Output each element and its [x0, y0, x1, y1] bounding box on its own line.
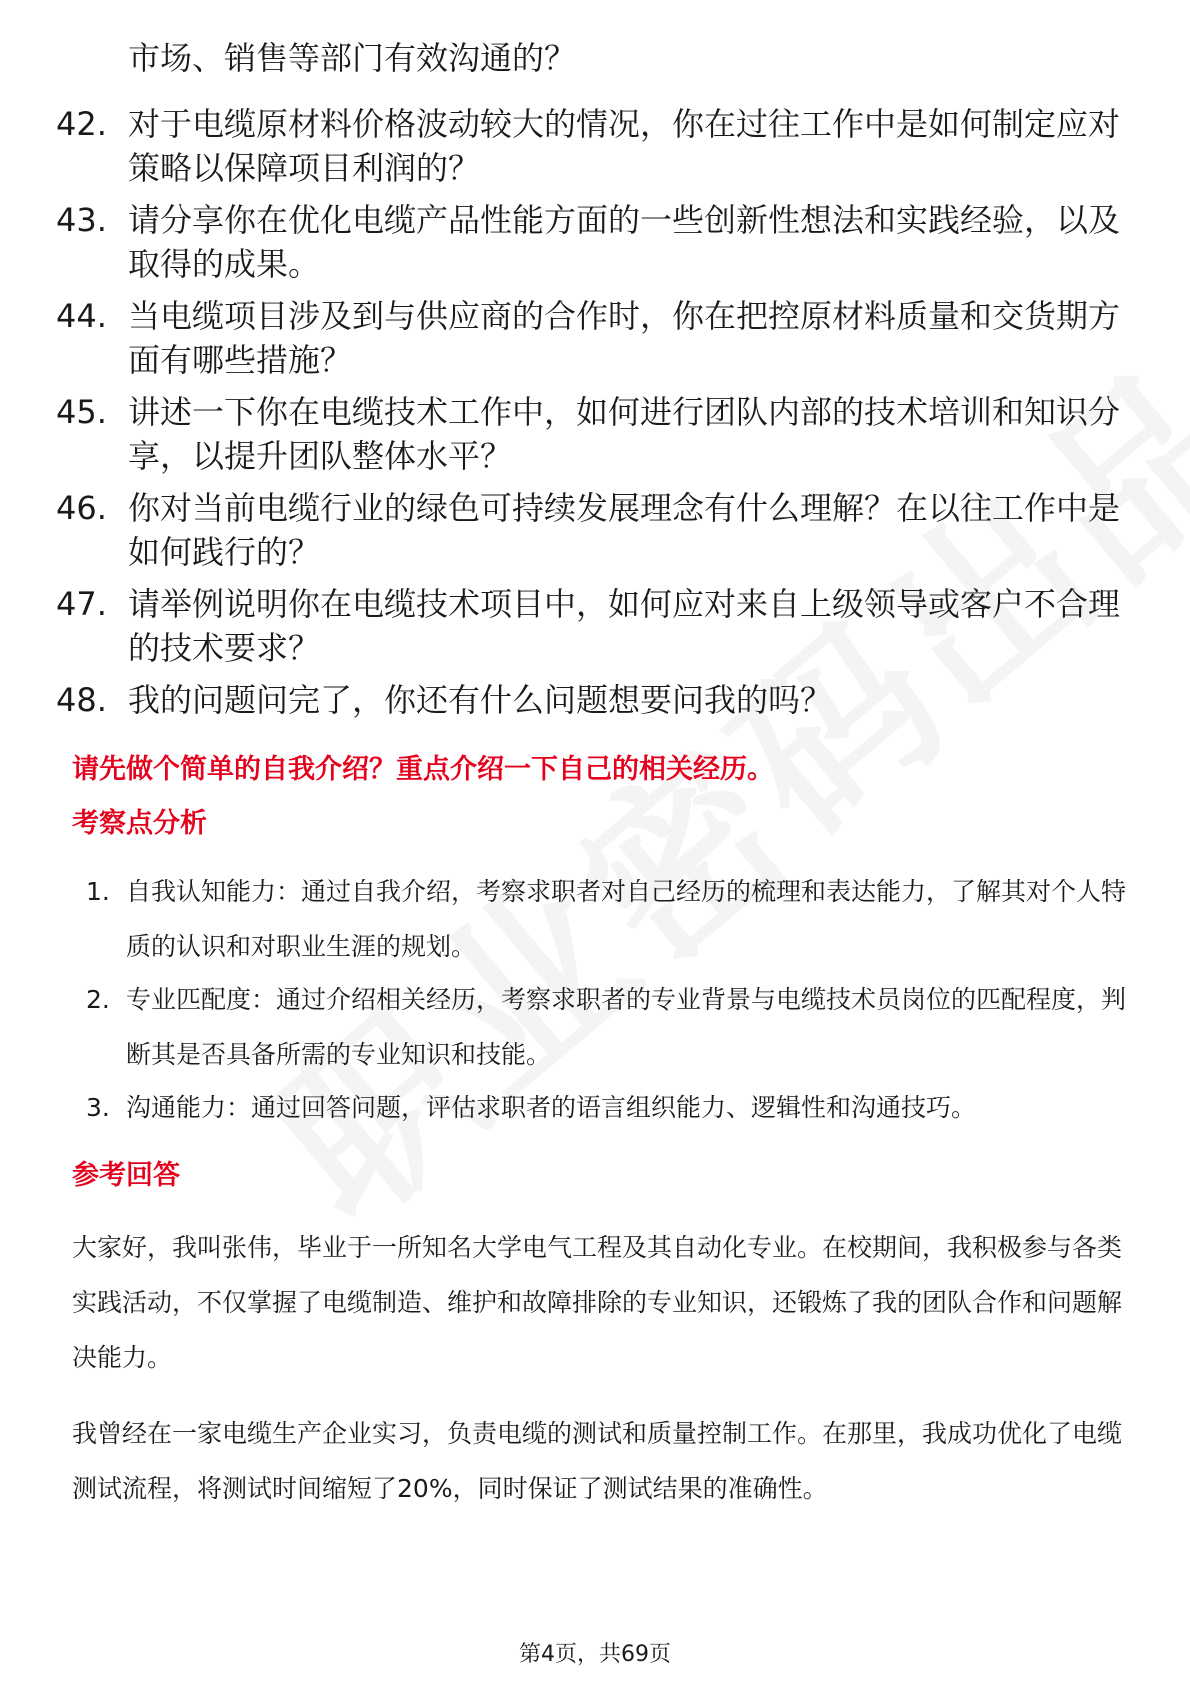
answer-paragraph-1: 大家好，我叫张伟，毕业于一所知名大学电气工程及其自动化专业。在校期间，我积极参与各类实践活动，不仅掌握了电缆制造、维护和故障排除的专业知识，还锻炼了我的团队合作和问题解决能力。: [72, 1233, 1123, 1372]
question-number: 44.: [56, 297, 107, 335]
question-text: 请举例说明你在电缆技术项目中，如何应对来自上级领导或客户不合理的技术要求？: [128, 585, 1121, 667]
page-footer: 第4页，共69页: [519, 1642, 671, 1667]
question-text: 对于电缆原材料价格波动较大的情况，你在过往工作中是如何制定应对策略以保障项目利润的？: [128, 105, 1121, 187]
question-number: 47.: [56, 585, 107, 623]
question-number: 46.: [56, 489, 107, 527]
point-text: 专业匹配度：通过介绍相关经历，考察求职者的专业背景与电缆技术员岗位的匹配程度，判断其是否具备所需的专业知识和技能。: [126, 985, 1127, 1069]
question-text: 请分享你在优化电缆产品性能方面的一些创新性想法和实践经验，以及取得的成果。: [128, 201, 1121, 283]
self-intro-question-heading: 请先做个简单的自我介绍？重点介绍一下自己的相关经历。: [72, 754, 774, 785]
question-text: 讲述一下你在电缆技术工作中，如何进行团队内部的技术培训和知识分享，以提升团队整体水平？: [128, 393, 1121, 475]
question-text: 我的问题问完了，你还有什么问题想要问我的吗？: [128, 681, 833, 719]
answer-paragraph-2: 我曾经在一家电缆生产企业实习，负责电缆的测试和质量控制工作。在那里，我成功优化了电缆测试流程，将测试时间缩短了20%，同时保证了测试结果的准确性。: [72, 1419, 1123, 1503]
point-text: 自我认知能力：通过自我介绍，考察求职者对自己经历的梳理和表达能力，了解其对个人特质的认识和对职业生涯的规划。: [126, 877, 1127, 961]
question-text: 市场、销售等部门有效沟通的？: [128, 39, 577, 77]
question-text: 你对当前电缆行业的绿色可持续发展理念有什么理解？在以往工作中是如何践行的？: [128, 489, 1121, 571]
point-number: 1.: [86, 877, 110, 906]
answer-heading: 参考回答: [72, 1160, 180, 1191]
point-text: 沟通能力：通过回答问题，评估求职者的语言组织能力、逻辑性和沟通技巧。: [126, 1093, 977, 1122]
question-text: 当电缆项目涉及到与供应商的合作时，你在把控原材料质量和交货期方面有哪些措施？: [128, 297, 1121, 379]
question-number: 43.: [56, 201, 107, 239]
question-number: 45.: [56, 393, 107, 431]
point-number: 3.: [86, 1093, 110, 1122]
question-number: 42.: [56, 105, 107, 143]
point-number: 2.: [86, 985, 110, 1014]
analysis-heading: 考察点分析: [72, 808, 207, 839]
question-number: 48.: [56, 681, 107, 719]
